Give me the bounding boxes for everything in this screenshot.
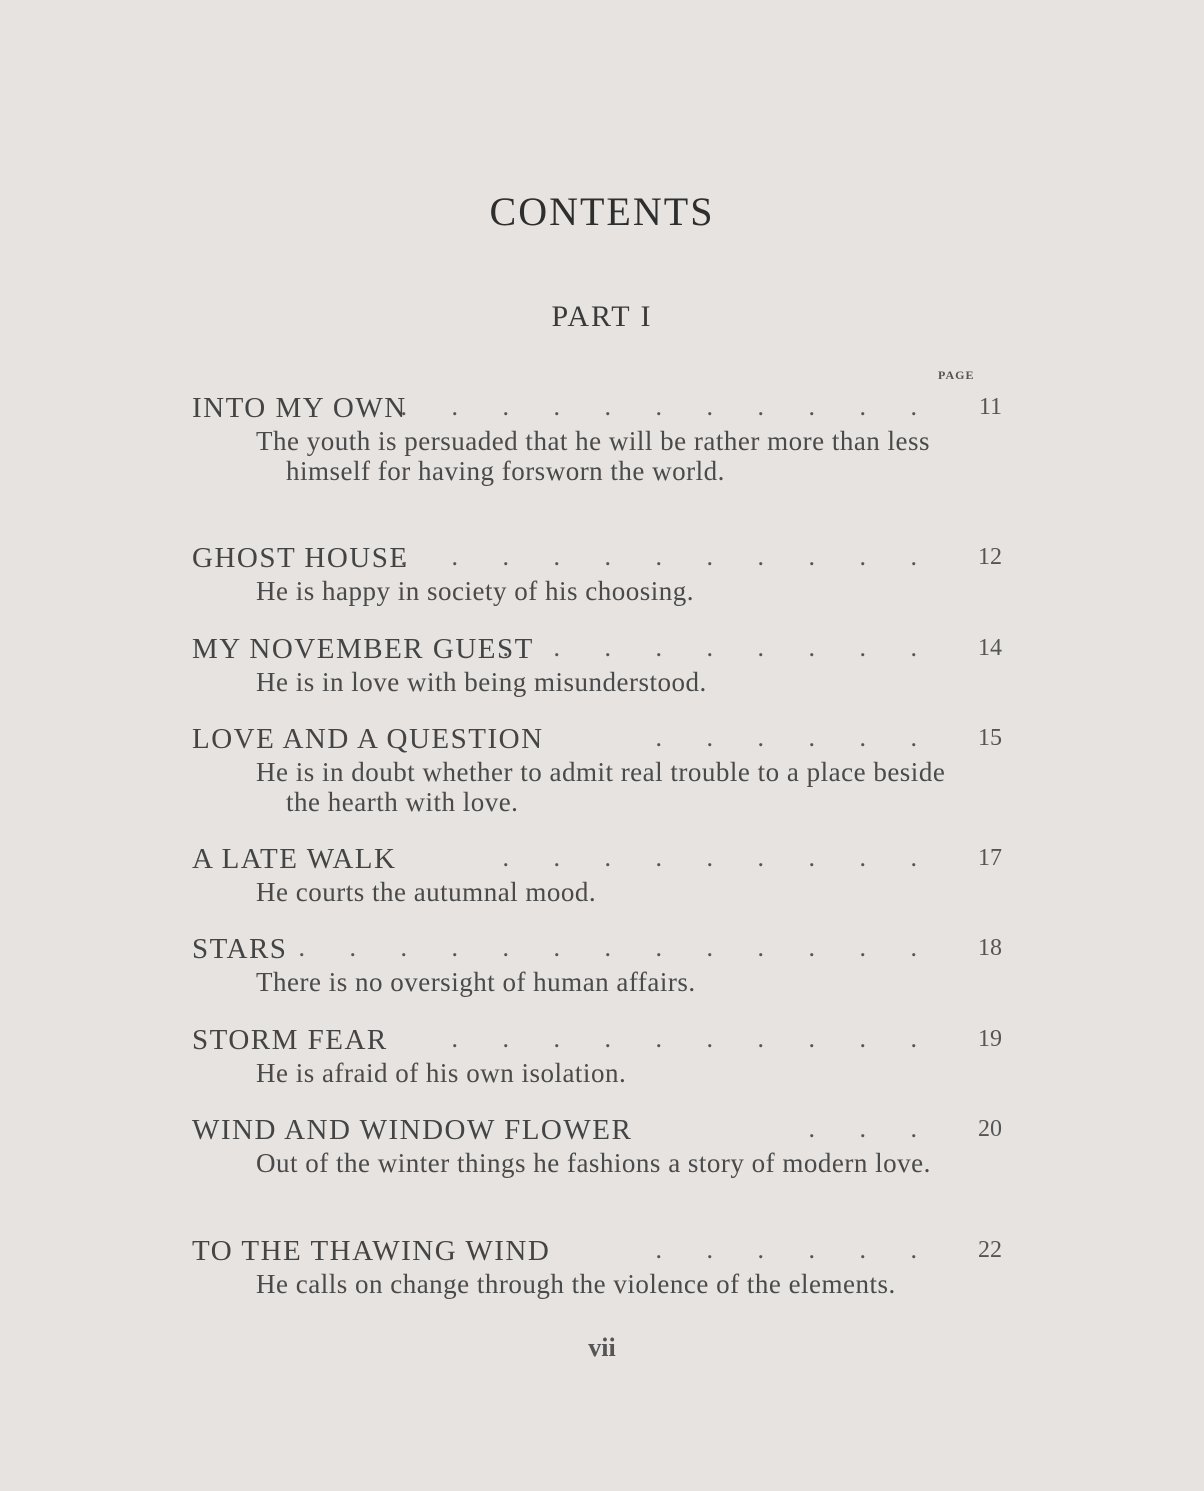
entry-description: He courts the autumnal mood. [256, 877, 597, 907]
toc-entry [192, 843, 1002, 907]
entry-page-number: 19 [978, 1026, 1002, 1052]
entry-title: STORM FEAR [192, 1024, 388, 1056]
dot-leader: . . . . . . . . . [502, 843, 936, 872]
entry-title: WIND AND WINDOW FLOWER [192, 1114, 633, 1146]
dot-leader: . . . . . . . . . . . [400, 392, 936, 421]
page-column-label: PAGE [938, 368, 975, 382]
entry-page-number: 11 [978, 394, 1002, 420]
entry-page-number: 22 [978, 1237, 1002, 1263]
entry-title: GHOST HOUSE [192, 542, 409, 574]
dot-leader: . . . . . . . . . . [451, 1024, 936, 1053]
toc-entry [192, 542, 1002, 606]
entry-title: INTO MY OWN [192, 392, 407, 424]
dot-leader: . . . . . . [655, 1235, 936, 1264]
entry-title: LOVE AND A QUESTION [192, 723, 544, 755]
toc-entry [192, 633, 1002, 697]
entry-description: Out of the winter things he fashions a story of modern love. [256, 1148, 931, 1178]
entry-description: He is in love with being misunderstood. [256, 667, 707, 697]
entry-page-number: 18 [978, 935, 1002, 961]
entry-title: TO THE THAWING WIND [192, 1235, 551, 1267]
entry-description: He is in doubt whether to admit real trouble to a place beside the hearth with love. [256, 757, 946, 817]
dot-leader: . . . . . . [655, 723, 936, 752]
entry-description: He is afraid of his own isolation. [256, 1058, 627, 1088]
toc-entry [192, 1024, 1002, 1088]
entry-page-number: 15 [978, 725, 1002, 751]
page-folio: vii [588, 1333, 616, 1362]
page-title: CONTENTS [489, 189, 715, 234]
entry-title: A LATE WALK [192, 843, 397, 875]
entry-description: There is no oversight of human affairs. [256, 967, 696, 997]
entry-description: The youth is persuaded that he will be rather more than less himself for having forsworn the world. [256, 426, 931, 486]
toc-entry [192, 1114, 1002, 1178]
entry-title: MY NOVEMBER GUEST [192, 633, 534, 665]
toc-entry [192, 723, 1002, 817]
entry-page-number: 17 [978, 845, 1002, 871]
dot-leader: . . . . . . . . . . . . . [298, 933, 936, 962]
entry-page-number: 12 [978, 544, 1002, 570]
dot-leader: . . . . . . . . . [502, 633, 936, 662]
part-heading: PART I [551, 300, 653, 333]
entry-title: STARS [192, 933, 288, 965]
dot-leader: . . . [808, 1114, 936, 1143]
dot-leader: . . . . . . . . . . . [400, 542, 936, 571]
entry-page-number: 14 [978, 635, 1002, 661]
entry-description: He is happy in society of his choosing. [256, 576, 694, 606]
toc-entry [192, 933, 1002, 997]
entry-page-number: 20 [978, 1116, 1002, 1142]
toc-entry [192, 1235, 1002, 1299]
entry-description: He calls on change through the violence of the elements. [256, 1269, 896, 1299]
toc-entry [192, 392, 1002, 486]
